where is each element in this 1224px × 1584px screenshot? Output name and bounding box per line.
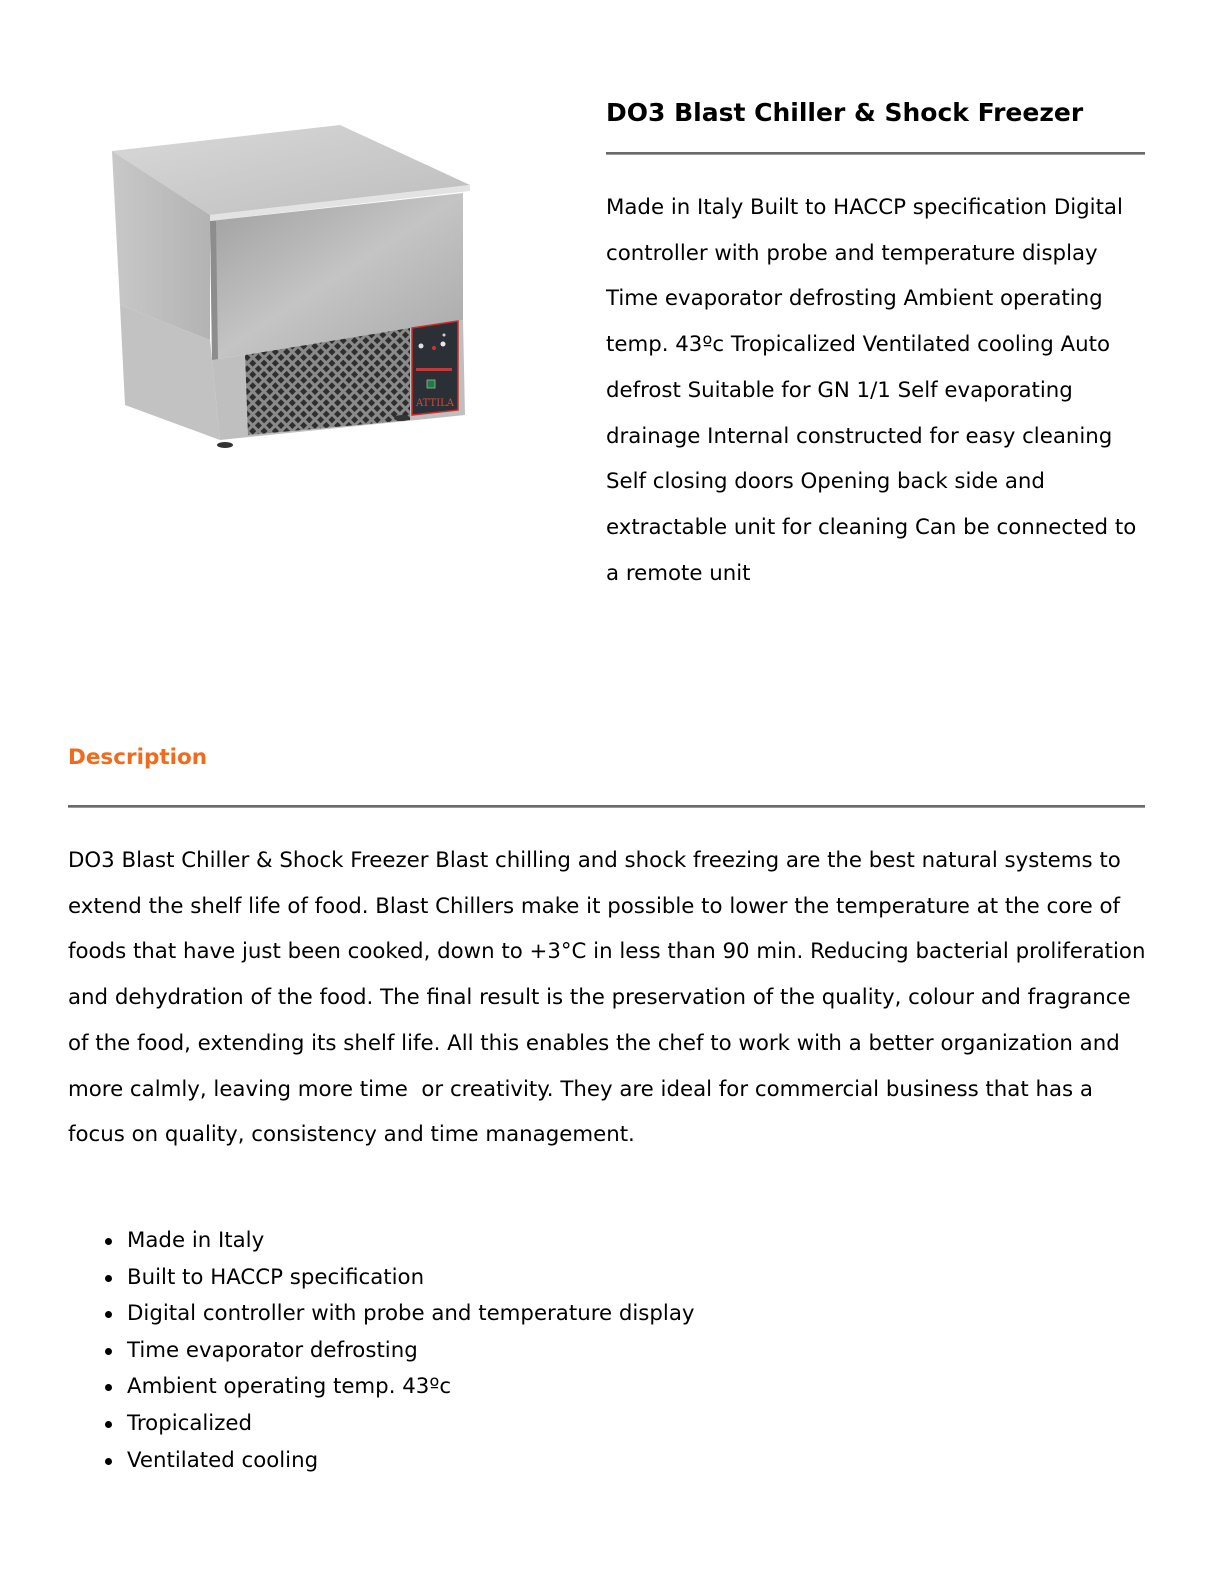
feature-text: Tropicalized — [127, 1410, 253, 1436]
short-description: Made in Italy Built to HACCP specification Digital controller with probe and temperature display Time evaporator defrosting Ambient operating temp. 43ºc Tropicalized Ventilated cooling Auto defrost Suitable for GN 1/1 Self evaporating drainage Internal constructed for easy cleaning Self closing doors Opening back side and extractable unit for cleaning Can be connected to a remote unit — [606, 195, 1137, 586]
product-image — [100, 115, 480, 460]
description-heading: Description — [68, 745, 208, 770]
bullet-icon — [105, 1275, 112, 1282]
bullet-icon — [105, 1421, 112, 1428]
feature-item — [127, 1443, 694, 1480]
feature-item — [127, 1369, 694, 1406]
bullet-icon — [105, 1238, 112, 1245]
product-title: DO3 Blast Chiller & Shock Freezer — [606, 98, 1084, 127]
title-divider — [606, 152, 1145, 155]
feature-text: Ventilated cooling — [127, 1447, 319, 1473]
feature-item — [127, 1223, 694, 1260]
feature-item — [127, 1406, 694, 1443]
feature-item — [127, 1260, 694, 1297]
product-header — [606, 92, 1146, 134]
bullet-icon — [105, 1311, 112, 1318]
feature-text: Ambient operating temp. 43ºc — [127, 1374, 452, 1400]
bullet-icon — [105, 1348, 112, 1355]
feature-text: Made in Italy — [127, 1228, 265, 1253]
feature-text: Time evaporator defrosting — [127, 1337, 418, 1363]
description-divider — [68, 805, 1145, 808]
brand-label: ATTILA — [416, 398, 455, 409]
feature-item — [127, 1296, 694, 1333]
bullet-icon — [105, 1384, 112, 1391]
feature-text: Built to HACCP specification — [127, 1264, 425, 1290]
bullet-icon — [105, 1458, 112, 1465]
feature-list — [68, 1223, 694, 1479]
feature-item — [127, 1333, 694, 1370]
feature-text: Digital controller with probe and temperature display — [127, 1301, 695, 1327]
description-body: DO3 Blast Chiller & Shock Freezer Blast chilling and shock freezing are the best natural systems to extend the shelf life of food. Blast Chillers make it possible to lower the temperature at the core of foods that have just been cooked, down to +3°C in less than 90 min. Reducing bacterial proliferation and dehydration of the food. The final result is the preservation of the quality, colour and fragrance of the food, extending its shelf life. All this enables the chef to work with a better organization and more calmly, leaving more time or creativity. They are ideal for commercial business that has a focus on quality, consistency and time management. — [68, 848, 1153, 1148]
